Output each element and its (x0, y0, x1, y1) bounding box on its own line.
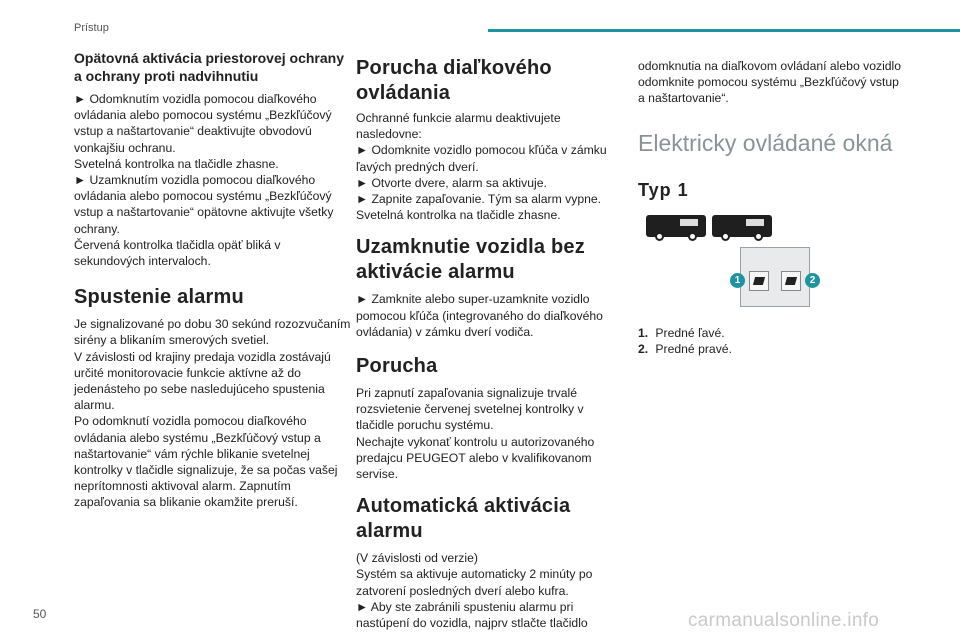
legend-item (638, 325, 908, 341)
heading-alarm-trigger: Spustenie alarmu (74, 286, 244, 309)
heading-auto-activation: Automatická aktivácia alarmu (356, 495, 571, 543)
paragraph-lock-without-alarm: ► Zamknite alebo super-uzamknite vozidlo pomocou kľúča (integrovaného do diaľkového ovládania) v zámku dverí vodiča. (356, 292, 603, 339)
vehicle-icons (646, 215, 908, 237)
watermark: carmanualsonline.info (688, 610, 880, 631)
legend-text: Predné ľavé. (655, 325, 725, 340)
legend-number: 2. (638, 341, 649, 356)
van-long-icon (712, 215, 772, 237)
switch-panel (740, 247, 810, 307)
paragraph-auto-activation: (V závislosti od verzie) Systém sa aktivuje automaticky 2 minúty po zatvorení posledných dverí alebo kufra. ► Aby ste zabránili spusteniu alarmu pri nastúpení do vozidla, najprv stlačte tlačidlo (356, 551, 593, 631)
heading-failure: Porucha (356, 355, 438, 378)
heading-remote-failure: Porucha diaľkového ovládania (356, 57, 552, 104)
callout-1: 1 (730, 273, 745, 288)
front-right-window-switch-icon (781, 271, 801, 291)
heading-reactivation: Opätovná aktivácia priestorovej ochrany a ochrany proti nadvihnutiu (74, 50, 344, 84)
column-3 (638, 58, 908, 357)
header-accent-bar (488, 29, 960, 32)
front-left-window-switch-icon (749, 271, 769, 291)
column-1 (74, 50, 354, 511)
paragraph-reactivation: ► Odomknutím vozidla pomocou diaľkového ovládania alebo pomocou systému „Bezkľúčový vstup a naštartovanie“ deaktivujte obvodovú vonkajšiu ochranu. Svetelná kontrolka na tlačidle zhasne. ► Uzamknutím vozidla pomocou diaľkového ovládania alebo pomocou systému „Bezkľúčový vstup a naštartovanie“ opätovne aktivujte všetky ochrany. Červená kontrolka tlačidla opäť bliká v sekundových intervaloch. (74, 92, 334, 269)
legend (638, 325, 908, 357)
heading-type-1: Typ 1 (638, 179, 689, 200)
paragraph-remote-failure: Ochranné funkcie alarmu deaktivujete nasledovne: ► Odomknite vozidlo pomocou kľúča v zámku ľavých predných dverí. ► Otvorte dvere, alarm sa aktivuje. ► Zapnite zapaľovanie. Tým sa alarm vypne. Svetelná kontrolka na tlačidle zhasne. (356, 111, 607, 223)
heading-lock-without-alarm: Uzamknutie vozidla bez aktivácie alarmu (356, 236, 585, 284)
paragraph-failure: Pri zapnutí zapaľovania signalizuje trvalé rozsvietenie červenej svetelnej kontrolky v tlačidle poruchu systému. Nechajte vykonať kontrolu u autorizovaného predajcu PEUGEOT alebo v kvalifikovanom servise. (356, 386, 595, 482)
legend-number: 1. (638, 325, 649, 340)
column-2 (356, 56, 612, 631)
window-switch-diagram (730, 247, 820, 307)
section-header: Prístup (74, 22, 109, 34)
heading-electric-windows: Elektricky ovládané okná (638, 129, 893, 156)
legend-text: Predné pravé. (655, 341, 732, 356)
paragraph-alarm-trigger: Je signalizované po dobu 30 sekúnd rozozvučaním sirény a blikaním smerových svetiel. V závislosti od krajiny predaja vozidla zostávajú určité monitorovacie funkcie aktívne až do jedenásteho po sebe nasledujúceho spustenia alarmu. Po odomknutí vozidla pomocou diaľkového ovládania alebo systému „Bezkľúčový vstup a naštartovanie“ vám rýchle blikanie svetelnej kontrolky v tlačidle signalizuje, že sa počas vašej neprítomnosti aktivoval alarm. Zapnutím zapaľovania sa blikanie okamžite preruší. (74, 317, 351, 510)
van-short-icon (646, 215, 706, 237)
page-number: 50 (33, 607, 47, 621)
paragraph-continued: odomknutia na diaľkovom ovládaní alebo vozidlo odomknite pomocou systému „Bezkľúčový vstup a naštartovanie“. (638, 59, 902, 106)
legend-item (638, 341, 908, 357)
callout-2: 2 (805, 273, 820, 288)
